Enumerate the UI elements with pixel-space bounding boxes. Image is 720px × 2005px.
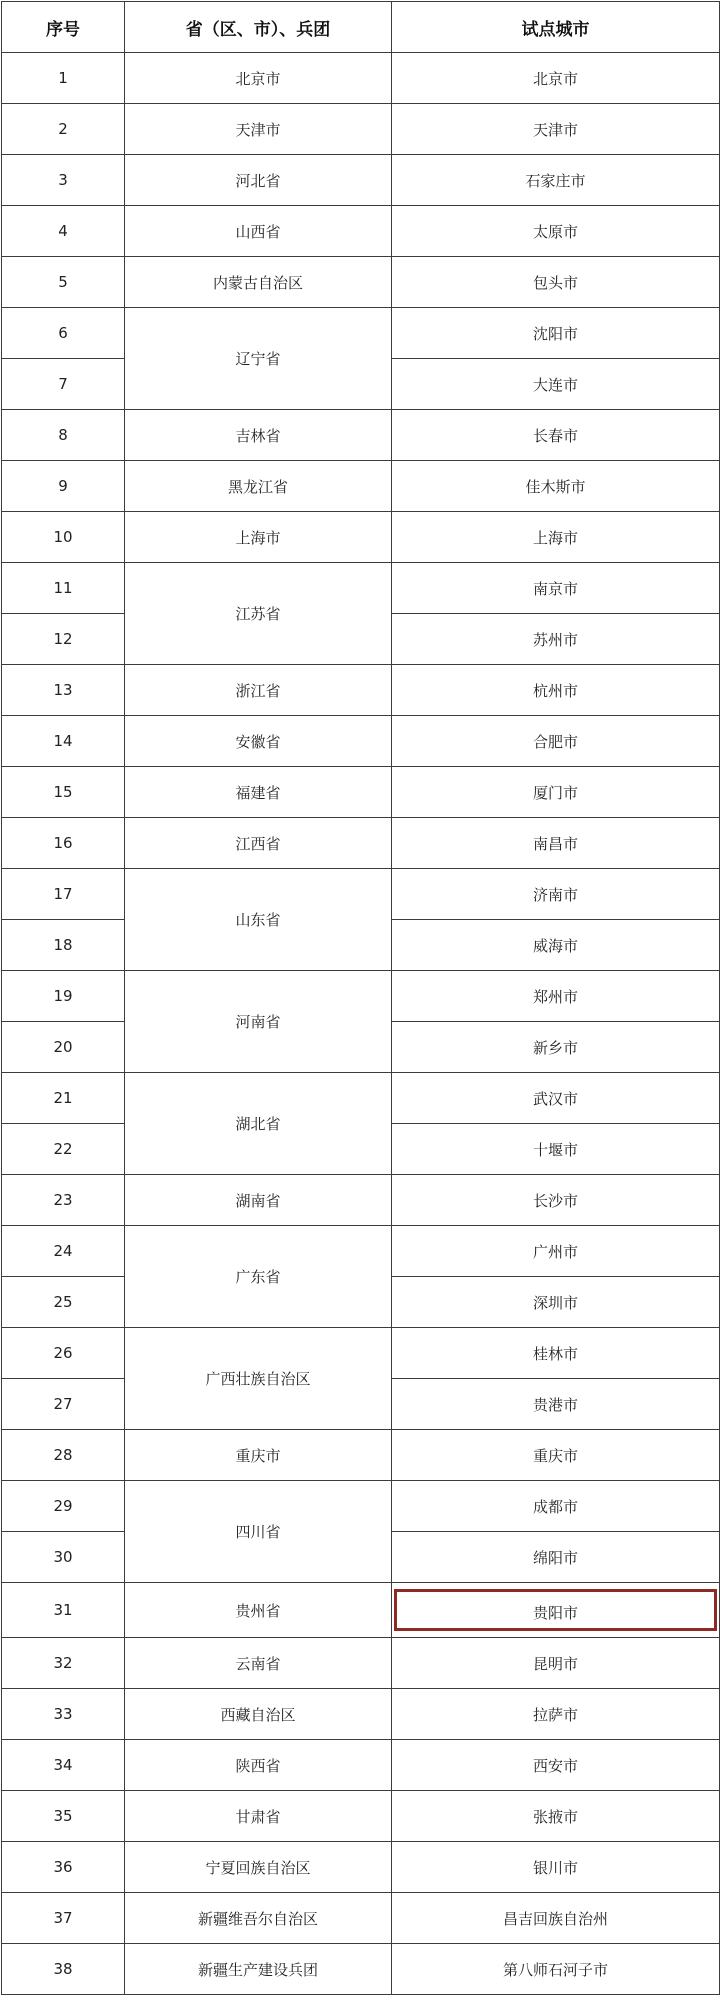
table-row <box>2 1791 720 1842</box>
row-index: 34 <box>2 1740 125 1791</box>
table-row <box>2 665 720 716</box>
row-index: 2 <box>2 104 125 155</box>
row-province: 浙江省 <box>125 665 392 716</box>
row-province: 北京市 <box>125 53 392 104</box>
row-city: 大连市 <box>392 359 720 410</box>
row-province: 西藏自治区 <box>125 1689 392 1740</box>
table-row <box>2 206 720 257</box>
row-index: 35 <box>2 1791 125 1842</box>
table-row <box>2 563 720 614</box>
table-row <box>2 155 720 206</box>
table-row <box>2 1893 720 1944</box>
row-index: 20 <box>2 1022 125 1073</box>
table-row <box>2 869 720 920</box>
row-index: 1 <box>2 53 125 104</box>
row-city: 银川市 <box>392 1842 720 1893</box>
row-province: 湖南省 <box>125 1175 392 1226</box>
row-province: 山西省 <box>125 206 392 257</box>
row-index: 36 <box>2 1842 125 1893</box>
row-index: 22 <box>2 1124 125 1175</box>
row-city: 包头市 <box>392 257 720 308</box>
row-index: 17 <box>2 869 125 920</box>
row-province: 宁夏回族自治区 <box>125 1842 392 1893</box>
table-row <box>2 767 720 818</box>
row-city: 重庆市 <box>392 1430 720 1481</box>
table-row <box>2 1073 720 1124</box>
row-province: 贵州省 <box>125 1583 392 1638</box>
table-row <box>2 971 720 1022</box>
row-city: 桂林市 <box>392 1328 720 1379</box>
row-index: 29 <box>2 1481 125 1532</box>
row-province: 山东省 <box>125 869 392 971</box>
row-index: 8 <box>2 410 125 461</box>
header-city: 试点城市 <box>392 2 720 53</box>
table-row <box>2 308 720 359</box>
row-index: 30 <box>2 1532 125 1583</box>
row-province: 辽宁省 <box>125 308 392 410</box>
row-city: 郑州市 <box>392 971 720 1022</box>
row-index: 25 <box>2 1277 125 1328</box>
row-index: 23 <box>2 1175 125 1226</box>
row-province: 四川省 <box>125 1481 392 1583</box>
row-index: 15 <box>2 767 125 818</box>
row-city: 南京市 <box>392 563 720 614</box>
row-city: 沈阳市 <box>392 308 720 359</box>
row-province: 黑龙江省 <box>125 461 392 512</box>
row-city: 成都市 <box>392 1481 720 1532</box>
row-city: 昌吉回族自治州 <box>392 1893 720 1944</box>
row-city: 石家庄市 <box>392 155 720 206</box>
row-index: 9 <box>2 461 125 512</box>
row-index: 7 <box>2 359 125 410</box>
row-index: 26 <box>2 1328 125 1379</box>
row-city: 第八师石河子市 <box>392 1944 720 1995</box>
row-city: 西安市 <box>392 1740 720 1791</box>
row-index: 5 <box>2 257 125 308</box>
row-city: 上海市 <box>392 512 720 563</box>
row-index: 24 <box>2 1226 125 1277</box>
table-row <box>2 1175 720 1226</box>
row-province: 新疆生产建设兵团 <box>125 1944 392 1995</box>
table-row <box>2 104 720 155</box>
table-row <box>2 461 720 512</box>
header-province: 省（区、市）、兵团 <box>125 2 392 53</box>
table-row <box>2 1328 720 1379</box>
table-row <box>2 410 720 461</box>
row-province: 陕西省 <box>125 1740 392 1791</box>
row-province: 河北省 <box>125 155 392 206</box>
row-index: 14 <box>2 716 125 767</box>
row-index: 18 <box>2 920 125 971</box>
row-index: 33 <box>2 1689 125 1740</box>
table-row <box>2 512 720 563</box>
row-index: 12 <box>2 614 125 665</box>
row-province: 广东省 <box>125 1226 392 1328</box>
row-city: 杭州市 <box>392 665 720 716</box>
row-index: 16 <box>2 818 125 869</box>
row-index: 6 <box>2 308 125 359</box>
row-province: 天津市 <box>125 104 392 155</box>
row-province: 甘肃省 <box>125 1791 392 1842</box>
row-index: 38 <box>2 1944 125 1995</box>
row-city: 十堰市 <box>392 1124 720 1175</box>
row-province: 湖北省 <box>125 1073 392 1175</box>
row-province: 上海市 <box>125 512 392 563</box>
row-index: 19 <box>2 971 125 1022</box>
highlight-box: 贵阳市 <box>394 1589 717 1631</box>
row-index: 3 <box>2 155 125 206</box>
row-city: 武汉市 <box>392 1073 720 1124</box>
table-row <box>2 818 720 869</box>
table-header-row <box>2 2 720 53</box>
row-province: 吉林省 <box>125 410 392 461</box>
row-city: 天津市 <box>392 104 720 155</box>
row-province: 新疆维吾尔自治区 <box>125 1893 392 1944</box>
table-row <box>2 1944 720 1995</box>
table-row <box>2 53 720 104</box>
table-body <box>2 53 720 1995</box>
table-row <box>2 1583 720 1638</box>
row-city: 威海市 <box>392 920 720 971</box>
row-index: 21 <box>2 1073 125 1124</box>
row-city: 新乡市 <box>392 1022 720 1073</box>
row-index: 37 <box>2 1893 125 1944</box>
row-index: 11 <box>2 563 125 614</box>
header-index: 序号 <box>2 2 125 53</box>
row-city: 张掖市 <box>392 1791 720 1842</box>
row-city: 厦门市 <box>392 767 720 818</box>
row-province: 内蒙古自治区 <box>125 257 392 308</box>
table-row <box>2 1481 720 1532</box>
table-row <box>2 257 720 308</box>
table-row <box>2 1226 720 1277</box>
row-city: 合肥市 <box>392 716 720 767</box>
row-province: 广西壮族自治区 <box>125 1328 392 1430</box>
row-city: 太原市 <box>392 206 720 257</box>
row-city: 贵港市 <box>392 1379 720 1430</box>
row-province: 江苏省 <box>125 563 392 665</box>
pilot-city-table <box>1 1 720 1995</box>
row-city: 昆明市 <box>392 1638 720 1689</box>
row-index: 4 <box>2 206 125 257</box>
row-city: 拉萨市 <box>392 1689 720 1740</box>
table-row <box>2 716 720 767</box>
row-province: 福建省 <box>125 767 392 818</box>
row-city: 长春市 <box>392 410 720 461</box>
row-city: 绵阳市 <box>392 1532 720 1583</box>
row-city: 济南市 <box>392 869 720 920</box>
row-index: 31 <box>2 1583 125 1638</box>
row-index: 13 <box>2 665 125 716</box>
table-row <box>2 1430 720 1481</box>
row-city: 广州市 <box>392 1226 720 1277</box>
row-province: 河南省 <box>125 971 392 1073</box>
row-province: 重庆市 <box>125 1430 392 1481</box>
row-province: 江西省 <box>125 818 392 869</box>
row-city: 苏州市 <box>392 614 720 665</box>
row-city: 长沙市 <box>392 1175 720 1226</box>
table-row <box>2 1740 720 1791</box>
row-city: 南昌市 <box>392 818 720 869</box>
table-row <box>2 1842 720 1893</box>
row-index: 27 <box>2 1379 125 1430</box>
table-row <box>2 1638 720 1689</box>
row-index: 28 <box>2 1430 125 1481</box>
row-city: 北京市 <box>392 53 720 104</box>
row-city-highlighted <box>392 1583 720 1638</box>
row-index: 32 <box>2 1638 125 1689</box>
table-row <box>2 1689 720 1740</box>
row-province: 安徽省 <box>125 716 392 767</box>
row-index: 10 <box>2 512 125 563</box>
row-city: 深圳市 <box>392 1277 720 1328</box>
row-province: 云南省 <box>125 1638 392 1689</box>
row-city: 佳木斯市 <box>392 461 720 512</box>
